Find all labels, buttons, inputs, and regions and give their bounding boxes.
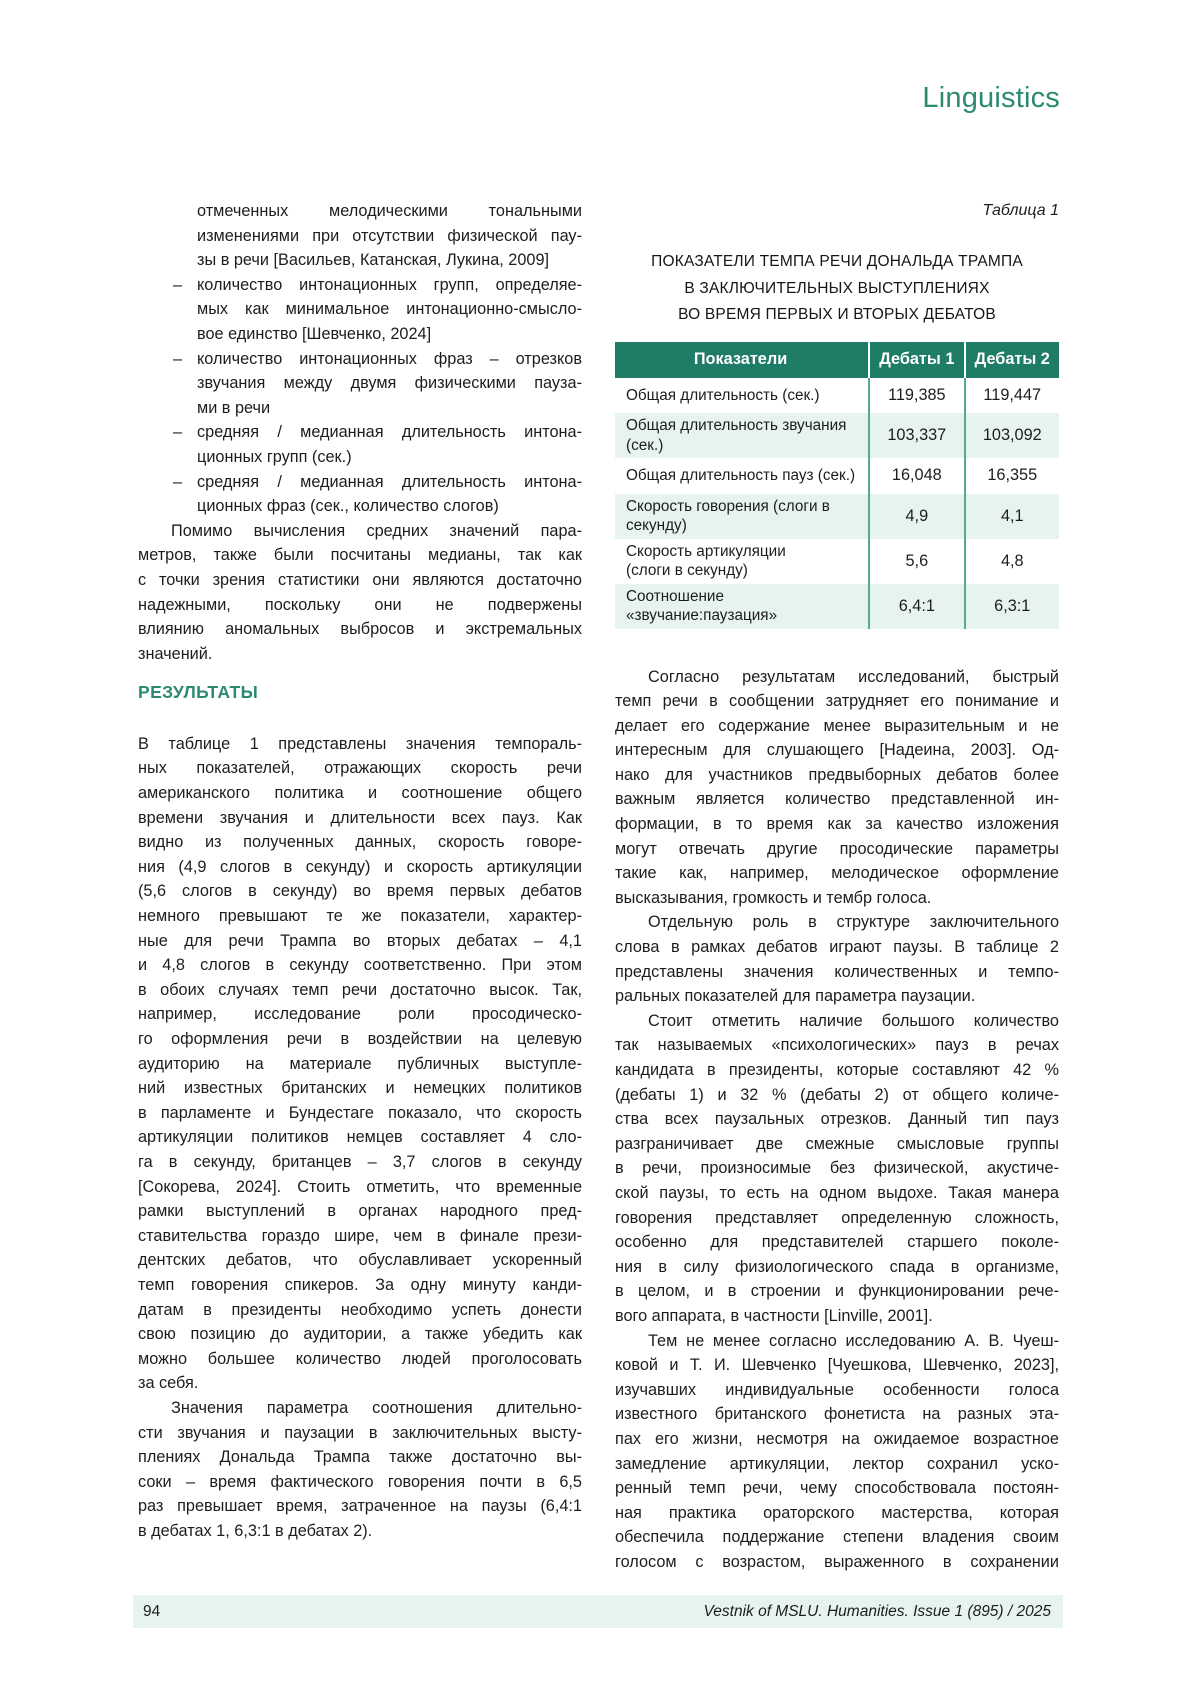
table-row	[615, 458, 1059, 494]
text-line: аудиторию на материале публичных выступле-	[138, 1054, 582, 1073]
right-column	[615, 199, 1059, 1574]
text-line: ральных показателей для параметра паузации.	[615, 987, 976, 1006]
table-row	[615, 413, 1059, 458]
list-item-continuation	[197, 199, 582, 273]
text-line: делает его содержание менее выразительным и не	[615, 716, 1059, 735]
text-line: мых как минимальное интонационно-смысло-	[197, 300, 582, 319]
table-row	[615, 378, 1059, 414]
row-value-debate2: 4,8	[964, 539, 1059, 584]
text-line: ная практика ораторского мастерства, которая	[615, 1503, 1059, 1522]
text-line: ской паузы, то есть на одном выдохе. Такая манера	[615, 1183, 1059, 1202]
text-line: представлены значения количественных и темпо-	[615, 962, 1059, 981]
text-line: формации, в то время как за качество изложения	[615, 815, 1059, 834]
text-line: сти звучания и паузации в заключительных высту-	[138, 1423, 582, 1442]
row-label-text: Соотношение «звучание:паузация»	[626, 587, 778, 624]
row-value-debate1: 103,337	[868, 413, 963, 458]
text-line: с точки зрения статистики они являются достаточно	[138, 570, 582, 589]
table-title-line: ПОКАЗАТЕЛИ ТЕМПА РЕЧИ ДОНАЛЬДА ТРАМПА	[651, 253, 1023, 270]
text-line: говорения представляет определенную сложность,	[615, 1208, 1059, 1227]
text-line: метров, также были посчитаны медианы, так как	[138, 546, 582, 565]
footer-bar	[133, 1595, 1063, 1628]
page-content	[138, 199, 1060, 1574]
text-line: особенно для представителей старшего поколе-	[615, 1233, 1059, 1252]
text-line: можно большее количество людей проголосовать	[138, 1349, 582, 1368]
text-line: В таблице 1 представлены значения темпораль-	[138, 734, 582, 753]
row-value-debate2: 6,3:1	[964, 584, 1059, 629]
text-line: американского политика и соотношение общего	[138, 784, 582, 803]
text-line: количество интонационных фраз – отрезков	[197, 349, 582, 368]
text-line: го оформления речи в воздействии на целевую	[138, 1030, 582, 1048]
text-line: дентских дебатов, что обуславливает ускоренный	[138, 1251, 582, 1270]
text-line: влиянию аномальных выбросов и экстремальных	[138, 620, 582, 639]
text-line: обеспечила поддержание степени владения своим	[615, 1528, 1059, 1547]
text-line: (дебаты 1) и 32 % (дебаты 2) от общего количе-	[615, 1085, 1059, 1104]
text-line: в целом, и в строении и функционировании рече-	[615, 1282, 1059, 1301]
text-line: немного превышают те же показатели, характер-	[138, 907, 582, 926]
text-line: за себя.	[138, 1374, 199, 1393]
text-line: плениях Дональда Трампа также достаточно вы-	[138, 1448, 582, 1467]
text-line: в дебатах 1, 6,3:1 в дебатах 2).	[138, 1521, 373, 1540]
text-line: ные для речи Трампа во вторых дебатах – 4,1	[138, 931, 582, 950]
text-line: Помимо вычисления средних значений пара-	[171, 521, 582, 540]
text-line: значений.	[138, 644, 213, 663]
text-line: ционных фраз (сек., количество слогов)	[197, 497, 499, 516]
row-value-debate2: 119,447	[964, 378, 1059, 414]
text-line: Тем не менее согласно исследованию А. В. Чуеш-	[648, 1331, 1059, 1350]
text-line: Стоит отметить наличие большого количество	[648, 1011, 1059, 1030]
text-line: важным является количество представленной ин-	[615, 790, 1059, 809]
table-title	[615, 249, 1059, 329]
results-section-heading: РЕЗУЛЬТАТЫ	[138, 682, 259, 703]
table-row	[615, 539, 1059, 584]
running-head-title: Linguistics	[922, 82, 1060, 114]
text-line: изменениями при отсутствии физической пау-	[197, 226, 582, 245]
text-line: ренный темп речи, чему способствовала постоян-	[615, 1479, 1059, 1498]
text-line: разграничивает две смежные смысловые группы	[615, 1134, 1059, 1153]
text-line: ми в речи	[197, 398, 271, 417]
text-line: пах его жизни, несмотря на ожидаемое возрастное	[615, 1429, 1059, 1448]
text-line: количество интонационных групп, определяе-	[197, 275, 582, 294]
body-paragraph	[615, 1329, 1059, 1575]
text-line: вое единство [Шевченко, 2024]	[197, 324, 432, 343]
text-line: ния (4,9 слогов в секунду) и скорость артикуляции	[138, 857, 582, 876]
text-line: известного британского фонетиста на разных эта-	[615, 1405, 1059, 1424]
list-item	[173, 273, 582, 347]
text-line: темп речи в сообщении затрудняет его понимание и	[615, 692, 1059, 711]
row-value-debate1: 6,4:1	[868, 584, 963, 629]
header-cell-debate1: Дебаты 1	[868, 342, 963, 378]
row-value-debate2: 16,355	[964, 458, 1059, 494]
text-line: ковой и Т. И. Шевченко [Чуешкова, Шевченко, 2023],	[615, 1356, 1059, 1375]
text-line: артикуляции политиков немцев составляет 4 сло-	[138, 1128, 582, 1147]
row-label	[615, 584, 868, 629]
text-line: [Сокорева, 2024]. Стоить отметить, что временные	[138, 1177, 582, 1196]
paragraph-medians	[138, 519, 582, 667]
row-value-debate1: 5,6	[868, 539, 963, 584]
text-line: раз превышает время, затраченное на паузы (6,4:1	[138, 1497, 582, 1516]
body-paragraph	[615, 1009, 1059, 1329]
text-line: соки – время фактического говорения почти в 6,5	[138, 1472, 582, 1491]
text-line: Значения параметра соотношения длительно-	[171, 1398, 582, 1417]
text-line: времени звучания и длительности всех пауз. Как	[138, 808, 582, 827]
text-line: высказывания, громкость и тембр голоса.	[615, 888, 932, 907]
text-line: ционных групп (сек.)	[197, 447, 352, 466]
row-label	[615, 458, 868, 494]
text-line: замедление артикуляции, лектор сохранил уско-	[615, 1454, 1059, 1473]
body-paragraph	[615, 910, 1059, 1008]
paragraph-table1-discussion	[138, 732, 582, 1396]
text-line: темп говорения спикеров. За одну минуту канди-	[138, 1275, 582, 1294]
text-line: ных показателей, отражающих скорость речи	[138, 759, 582, 778]
row-label	[615, 494, 868, 539]
table-header-row	[615, 342, 1059, 378]
row-value-debate1: 4,9	[868, 494, 963, 539]
text-line: слова в рамках дебатов играют паузы. В таблице 2	[615, 938, 1059, 957]
list-dash-marker: –	[173, 275, 183, 294]
text-line: вого аппарата, в частности [Linville, 2001].	[615, 1306, 933, 1325]
row-value-debate2: 4,1	[964, 494, 1059, 539]
speech-tempo-table	[615, 342, 1059, 629]
left-column	[138, 199, 582, 1574]
header-cell-indicators: Показатели	[693, 349, 788, 368]
text-line: и 4,8 слогов в секунду соответственно. При этом	[138, 956, 582, 975]
text-line: такие как, например, мелодическое оформление	[615, 864, 1059, 883]
text-line: видно из полученных данных, скорость говоре-	[138, 833, 582, 852]
text-line: звучания между двумя физическими пауза-	[197, 374, 582, 393]
text-line: ния в силу физиологического спада в организме,	[615, 1257, 1059, 1276]
row-label	[615, 539, 868, 584]
text-line: средняя / медианная длительность интона-	[197, 472, 582, 491]
list-item	[173, 420, 582, 469]
text-line: изучавших индивидуальные особенности голоса	[615, 1380, 1059, 1399]
list-dash-marker: –	[173, 472, 183, 491]
text-line: ства всех паузальных отрезков. Данный тип пауз	[615, 1110, 1059, 1129]
text-line: в обоих случаях темп речи достаточно высок. Так,	[138, 980, 582, 999]
row-label	[615, 413, 868, 458]
text-line: Отдельную роль в структуре заключительного	[648, 913, 1059, 932]
row-label-text: Скорость артикуляции (слоги в секунду)	[626, 542, 786, 579]
text-line: датам в президенты необходимо успеть донести	[138, 1300, 582, 1319]
row-label-text: Общая длительность (сек.)	[626, 386, 820, 404]
list-item	[173, 347, 582, 421]
table-title-line: В ЗАКЛЮЧИТЕЛЬНЫХ ВЫСТУПЛЕНИЯХ	[684, 279, 990, 297]
text-line: отмеченных мелодическими тональными	[197, 202, 582, 220]
row-value-debate2: 103,092	[964, 413, 1059, 458]
text-line: свою позицию до аудитории, а также убедить как	[138, 1325, 582, 1344]
table-row	[615, 494, 1059, 539]
text-line: так называемых «психологических» пауз в речах	[615, 1036, 1059, 1055]
header-cell-debate2: Дебаты 2	[964, 342, 1059, 378]
right-column-paragraphs	[615, 665, 1059, 1575]
row-value-debate1: 119,385	[868, 378, 963, 414]
row-label-text: Общая длительность звучания (сек.)	[626, 417, 847, 454]
body-paragraph	[615, 665, 1059, 911]
text-line: интересным для слушающего [Надеина, 2003]. Од-	[615, 741, 1059, 760]
text-line: га в секунду, британцев – 3,7 слогов в секунду	[138, 1152, 582, 1171]
text-line: могут отвечать другие просодические параметры	[615, 839, 1059, 858]
text-line: зы в речи [Васильев, Катанская, Лукина, 2009]	[197, 251, 550, 270]
row-label-text: Скорость говорения (слоги в секунду)	[626, 497, 830, 534]
text-line: средняя / медианная длительность интона-	[197, 423, 582, 442]
list-dash-marker: –	[173, 423, 183, 442]
row-value-debate1: 16,048	[868, 458, 963, 494]
text-line: в речи, произносимые без физической, акустиче-	[615, 1159, 1059, 1178]
text-line: нако для участников предвыборных дебатов более	[615, 765, 1059, 784]
text-line: кандидата в президенты, которые составляют 42 %	[615, 1061, 1059, 1079]
text-line: Согласно результатам исследований, быстрый	[648, 667, 1059, 686]
table-row	[615, 584, 1059, 629]
list-dash-marker: –	[173, 349, 183, 368]
text-line: ний известных британских и немецких политиков	[138, 1079, 582, 1098]
text-line: голосом с возрастом, выраженного в сохранении	[615, 1552, 1059, 1571]
hanging-list	[173, 199, 582, 519]
journal-title: Vestnik of MSLU. Humanities. Issue 1 (895) / 2025	[703, 1602, 1051, 1620]
text-line: надежными, поскольку они не подвержены	[138, 595, 582, 614]
table-caption: Таблица 1	[982, 202, 1059, 219]
text-line: ставительства гораздо шире, чем в финале прези-	[138, 1226, 582, 1245]
list-item	[173, 470, 582, 519]
row-label-text: Общая длительность пауз (сек.)	[626, 467, 856, 484]
text-line: например, исследование роли просодическо-	[138, 1005, 582, 1024]
text-line: рамки выступлений в органах народного пред-	[138, 1202, 582, 1221]
text-line: в парламенте и Бундестаге показало, что скорость	[138, 1103, 582, 1122]
page-number: 94	[143, 1602, 161, 1620]
table-title-line: ВО ВРЕМЯ ПЕРВЫХ И ВТОРЫХ ДЕБАТОВ	[678, 306, 996, 323]
row-label	[615, 378, 868, 414]
paragraph-sound-pause-ratio	[138, 1396, 582, 1544]
text-line: (5,6 слогов в секунду) во время первых дебатов	[138, 882, 582, 901]
